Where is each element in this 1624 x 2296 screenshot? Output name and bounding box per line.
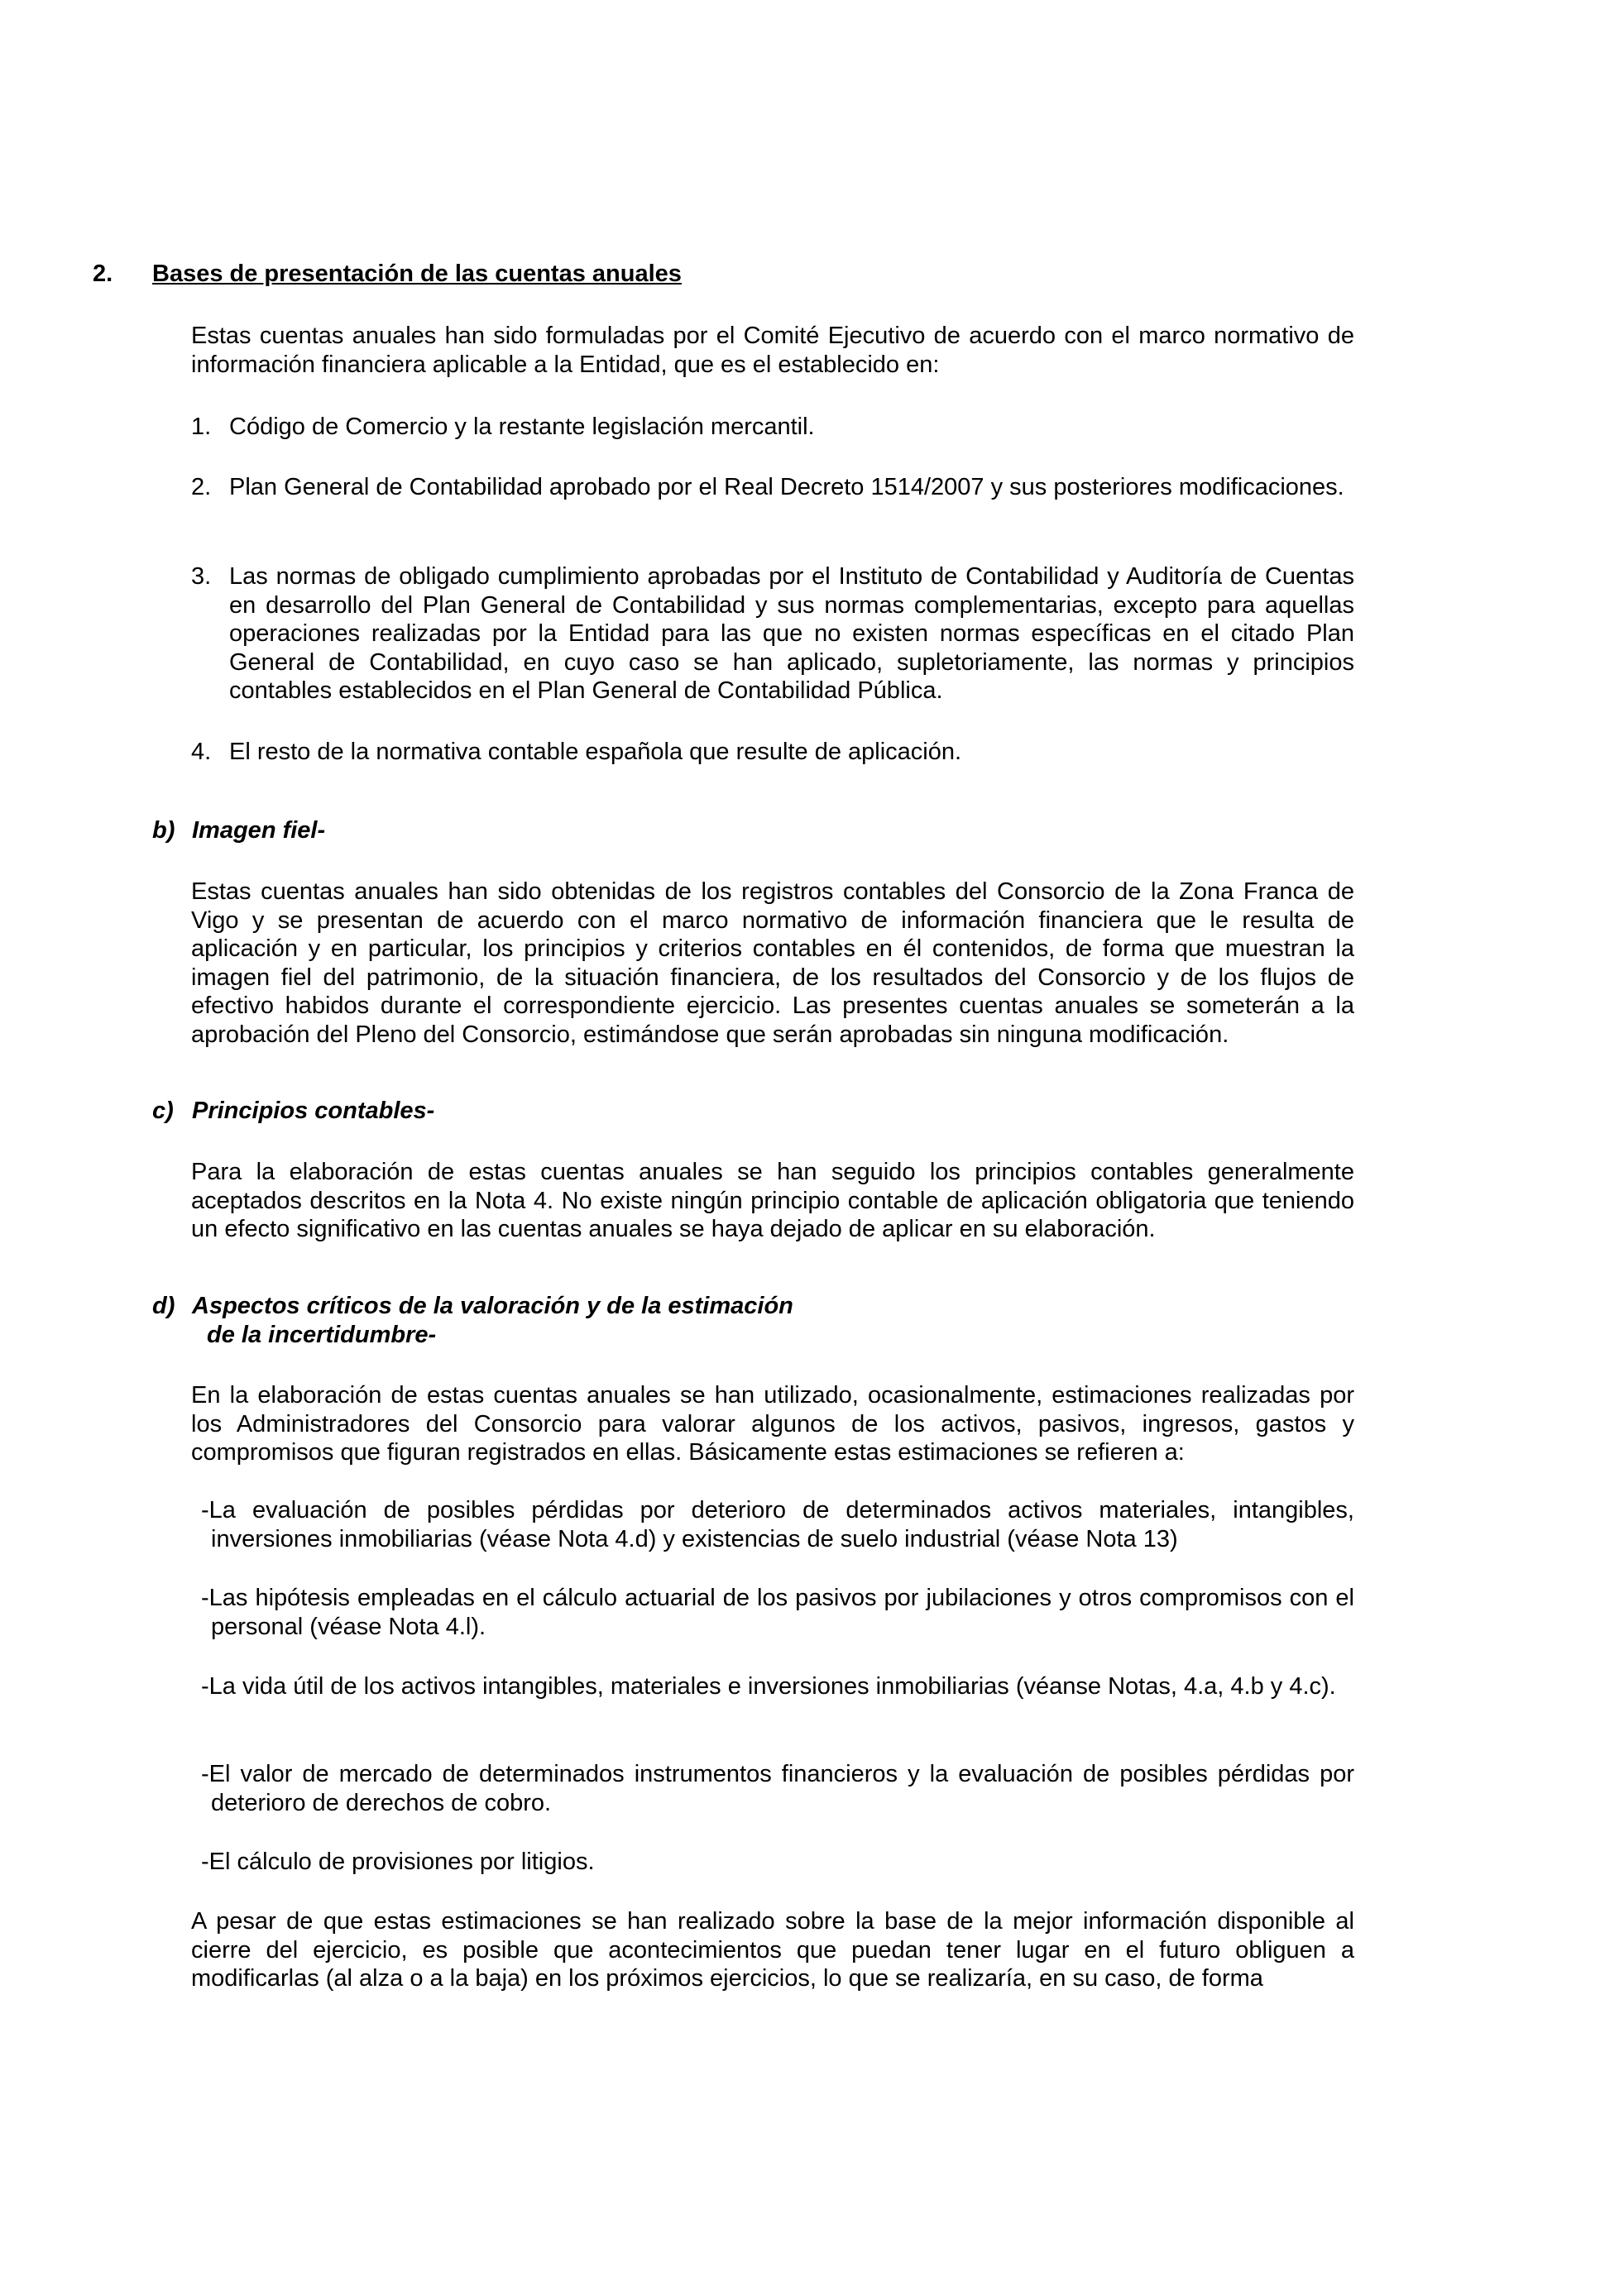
subsection-heading-c xyxy=(152,1097,434,1126)
section-heading xyxy=(93,260,682,289)
subsection-title: Imagen fiel- xyxy=(192,817,326,844)
dash-list-item: -La evaluación de posibles pérdidas por deterioro de determinados activos materiales, intangibles, inversiones inmobiliarias (véase Nota 4.d) y existencias de suelo industrial (véase Nota 13) xyxy=(201,1497,1354,1552)
section-intro: Estas cuentas anuales han sido formuladas por el Comité Ejecutivo de acuerdo con el marco normativo de información financiera aplicable a la Entidad, que es el establecido en: xyxy=(191,323,1354,378)
subsection-heading-d xyxy=(152,1292,793,1349)
imagen-fiel-paragraph: Estas cuentas anuales han sido obtenidas de los registros contables del Consorcio de la Zona Franca de Vigo y se presentan de acuerdo con el marco normativo de información financiera que le resulta de aplicación y en particular, los principios y criterios contables en él contenidos, de forma que muestran la imagen fiel del patrimonio, de la situación financiera, de los resultados del Consorcio y de los flujos de efectivo habidos durante el correspondiente ejercicio. Las presentes cuentas anuales se someterán a la aprobación del Pleno del Consorcio, estimándose que serán aprobadas sin ninguna modificación. xyxy=(191,878,1354,1048)
subsection-title: Principios contables- xyxy=(192,1098,435,1124)
dash-list-item: -El valor de mercado de determinados instrumentos financieros y la evaluación de posibles pérdidas por deterioro de derechos de cobro. xyxy=(201,1761,1354,1816)
dash-list-item: -La vida útil de los activos intangibles, materiales e inversiones inmobiliarias (véanse Notas, 4.a, 4.b y 4.c). xyxy=(201,1673,1336,1700)
subsection-label: d) xyxy=(152,1293,175,1319)
list-item-text: Código de Comercio y la restante legislación mercantil. xyxy=(229,414,815,440)
list-item-text: Las normas de obligado cumplimiento aprobadas por el Instituto de Contabilidad y Auditoría de Cuentas en desarrollo del Plan General de Contabilidad y sus normas complementarias, excepto para aquellas operaciones realizadas por la Entidad para las que no existen normas específicas en el citado Plan General de Contabilidad, en cuyo caso se han aplicado, supletoriamente, las normas y principios contables establecidos en el Plan General de Contabilidad Pública. xyxy=(229,563,1354,704)
list-item-text: El resto de la normativa contable española que resulte de aplicación. xyxy=(229,739,962,765)
aspectos-closing: A pesar de que estas estimaciones se han realizado sobre la base de la mejor información disponible al cierre del ejercicio, es posible que acontecimientos que puedan tener lugar en el futuro obliguen a modificarlas (al alza o a la baja) en los próximos ejercicios, lo que se realizaría, en su caso, de forma xyxy=(191,1908,1354,1992)
principios-paragraph: Para la elaboración de estas cuentas anuales se han seguido los principios contables generalmente aceptados descritos en la Nota 4. No existe ningún principio contable de aplicación obligatoria que teniendo un efecto significativo en las cuentas anuales se haya dejado de aplicar en su elaboración. xyxy=(191,1159,1354,1242)
subsection-heading-b xyxy=(152,816,325,845)
list-item-number: 2. xyxy=(191,474,212,500)
aspectos-intro: En la elaboración de estas cuentas anuales se han utilizado, ocasionalmente, estimaciones realizadas por los Administradores del Consorcio para valorar algunos de los activos, pasivos, ingresos, gastos y compromisos que figuran registrados en ellas. Básicamente estas estimaciones se refieren a: xyxy=(191,1382,1354,1466)
list-item-number: 1. xyxy=(191,414,212,440)
subsection-label: c) xyxy=(152,1098,174,1124)
list-item xyxy=(191,562,1354,706)
list-item-number: 4. xyxy=(191,739,212,765)
section-title: Bases de presentación de las cuentas anuales xyxy=(152,261,682,287)
list-item xyxy=(191,738,1354,767)
list-item-number: 3. xyxy=(191,563,212,590)
list-item-text: Plan General de Contabilidad aprobado por el Real Decreto 1514/2007 y sus posteriores modificaciones. xyxy=(229,474,1344,500)
dash-list-item: -El cálculo de provisiones por litigios. xyxy=(201,1849,595,1875)
subsection-label: b) xyxy=(152,817,175,844)
section-number: 2. xyxy=(93,261,113,287)
dash-list-item: -Las hipótesis empleadas en el cálculo actuarial de los pasivos por jubilaciones y otros compromisos con el personal (véase Nota 4.l). xyxy=(201,1585,1354,1640)
list-item xyxy=(191,473,1354,502)
subsection-title: Aspectos críticos de la valoración y de la estimación xyxy=(192,1293,793,1319)
list-item xyxy=(191,413,1354,442)
subsection-title-continued: de la incertidumbre- xyxy=(207,1321,437,1348)
